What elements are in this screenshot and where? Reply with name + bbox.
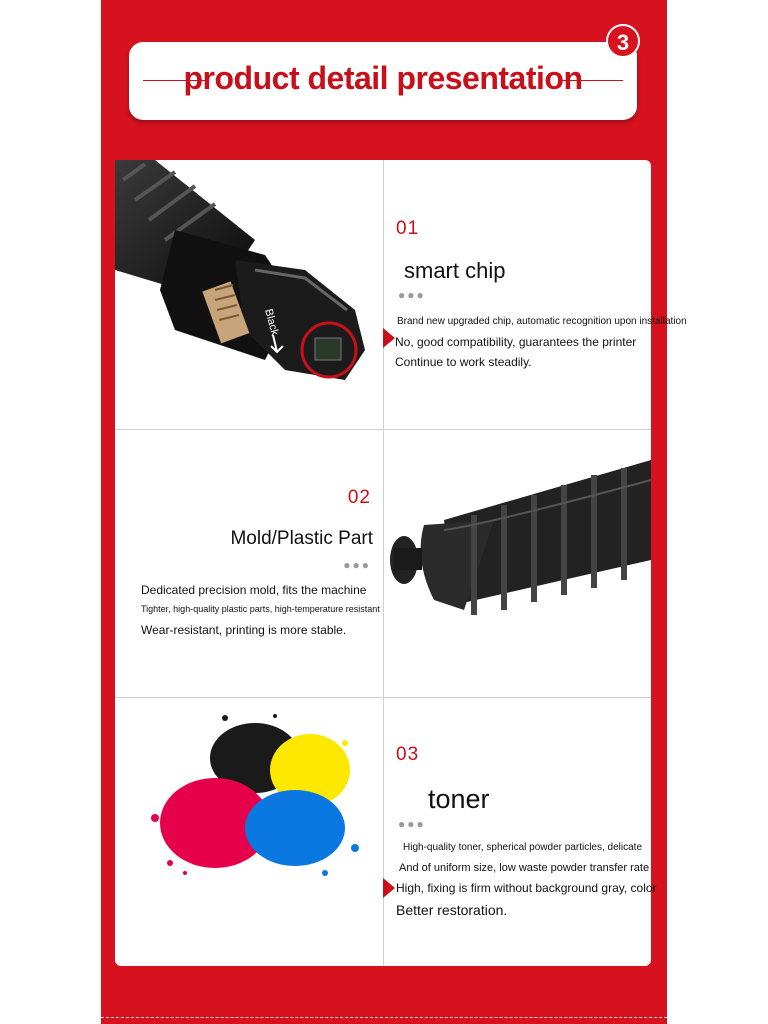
page-title: product detail presentation: [183, 60, 583, 96]
section-number-badge: 3: [606, 24, 640, 58]
chip-image: [115, 160, 383, 429]
chip-label: Black: [262, 307, 281, 337]
dots-divider: ●●●: [398, 288, 426, 302]
description-line: Continue to work steadily.: [395, 355, 532, 369]
description-line: Brand new upgraded chip, automatic recognition upon installation: [397, 316, 687, 327]
smart-chip-section: [384, 160, 687, 429]
section-header: [129, 30, 637, 120]
pointer-arrow: [383, 878, 395, 898]
toner-image: [115, 698, 383, 966]
cartridge-image: [384, 430, 651, 697]
dots-divider: ●●●: [398, 817, 426, 831]
bottom-dashed-divider: [101, 1017, 667, 1018]
mold-plastic-section: [115, 430, 383, 697]
product-detail-page: [101, 0, 687, 1024]
detail-panel: [115, 160, 687, 966]
description-line: High-quality toner, spherical powder particles, delicate: [403, 842, 643, 853]
description-line: Better restoration.: [396, 902, 508, 918]
pointer-arrow: [383, 328, 395, 348]
section-title: toner: [428, 784, 490, 814]
section-title: Mold/Plastic Part: [230, 528, 373, 549]
section-number: 02: [347, 487, 371, 508]
description-line: Wear-resistant, printing is more stable.: [141, 623, 347, 637]
description-line: Tighter, high-quality plastic parts, high-temperature resistant: [141, 604, 380, 614]
description-line: High, fixing is firm without background gray, color: [396, 881, 657, 895]
section-number: 03: [396, 744, 420, 765]
description-line: And of uniform size, low waste powder transfer rate: [399, 862, 650, 874]
description-line: Dedicated precision mold, fits the machine: [141, 583, 367, 597]
section-title: smart chip: [404, 258, 506, 283]
dots-divider: ●●●: [343, 558, 371, 572]
toner-section: [384, 698, 657, 966]
description-line: No, good compatibility, guarantees the printer: [395, 335, 637, 349]
section-number: 01: [396, 218, 420, 239]
